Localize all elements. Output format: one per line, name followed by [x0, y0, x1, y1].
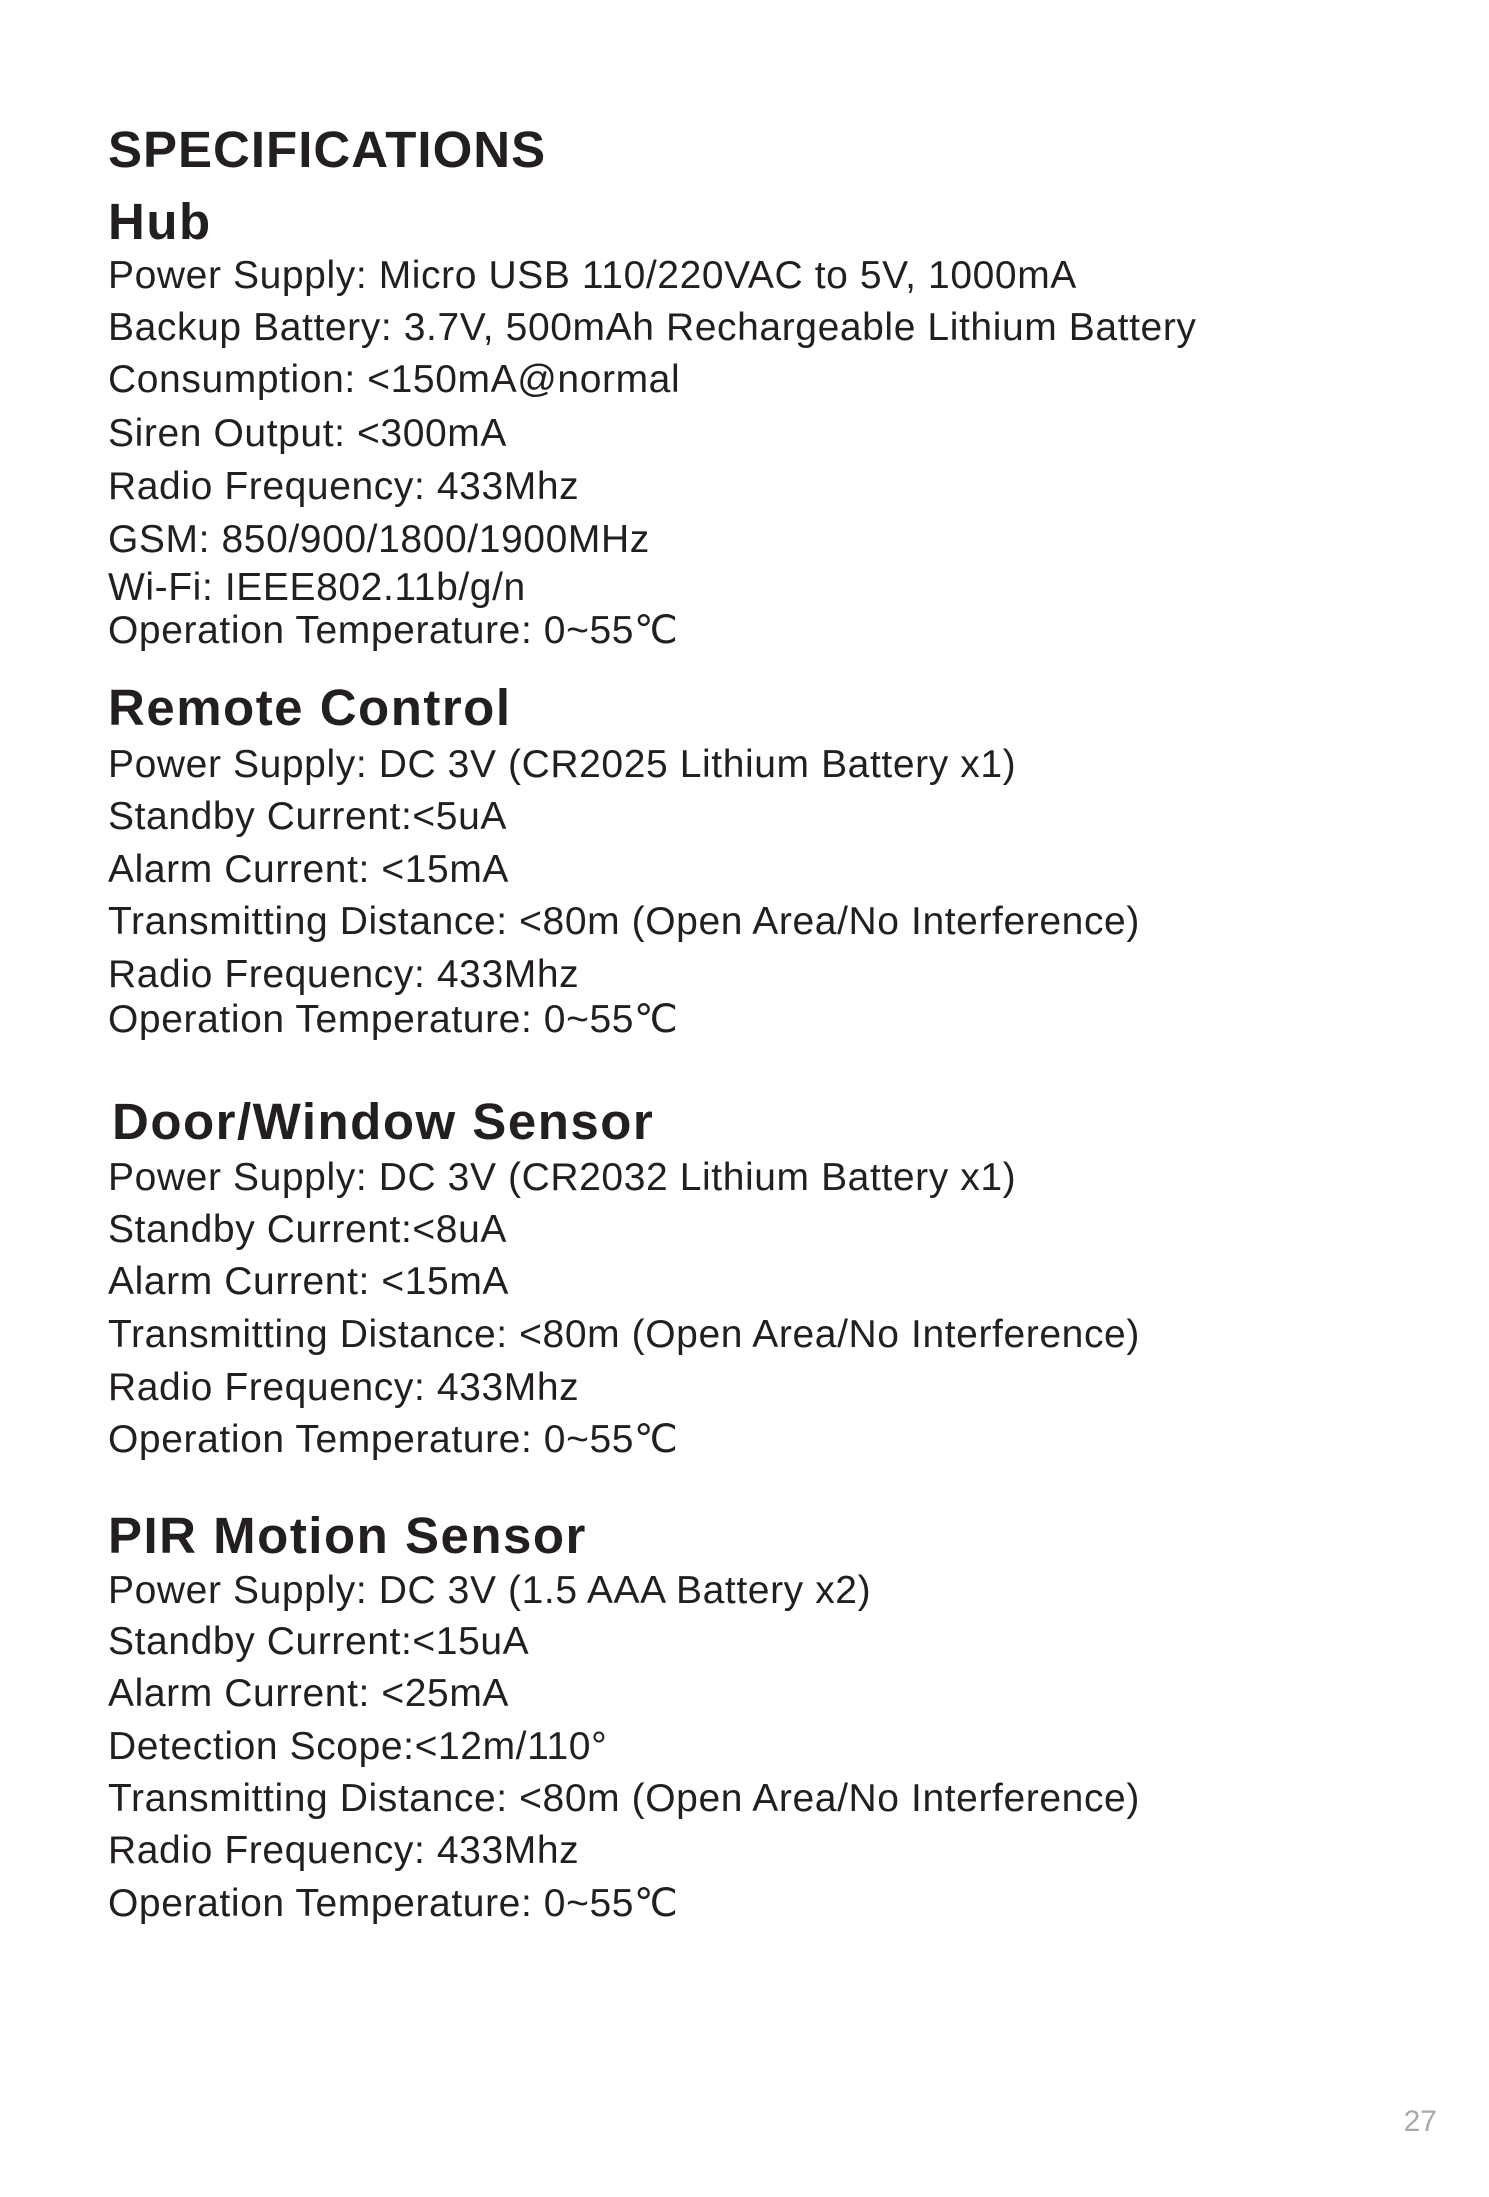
door-standby-current: Standby Current:<8uA — [108, 1208, 507, 1251]
hub-power-supply: Power Supply: Micro USB 110/220VAC to 5V, 1000mA — [108, 254, 1077, 297]
hub-siren-output: Siren Output: <300mA — [108, 412, 507, 455]
page-title: SPECIFICATIONS — [108, 121, 547, 178]
section-heading-door-window-sensor: Door/Window Sensor — [112, 1093, 655, 1150]
hub-gsm: GSM: 850/900/1800/1900MHz — [108, 518, 650, 561]
page-number: 27 — [1403, 2105, 1437, 2138]
pir-operation-temperature: Operation Temperature: 0~55℃ — [108, 1882, 679, 1925]
door-alarm-current: Alarm Current: <15mA — [108, 1260, 510, 1303]
remote-radio-frequency: Radio Frequency: 433Mhz — [108, 953, 580, 996]
door-radio-frequency: Radio Frequency: 433Mhz — [108, 1366, 580, 1409]
pir-standby-current: Standby Current:<15uA — [108, 1620, 530, 1663]
pir-alarm-current: Alarm Current: <25mA — [108, 1672, 510, 1715]
section-heading-remote-control: Remote Control — [108, 679, 512, 736]
remote-operation-temperature: Operation Temperature: 0~55℃ — [108, 998, 679, 1041]
hub-radio-frequency: Radio Frequency: 433Mhz — [108, 465, 580, 508]
hub-wifi: Wi-Fi: IEEE802.11b/g/n — [108, 566, 526, 609]
remote-standby-current: Standby Current:<5uA — [108, 795, 507, 838]
hub-backup-battery: Backup Battery: 3.7V, 500mAh Rechargeable Lithium Battery — [108, 306, 1197, 349]
remote-transmitting-distance: Transmitting Distance: <80m (Open Area/No Interference) — [108, 900, 1140, 943]
door-operation-temperature: Operation Temperature: 0~55℃ — [108, 1418, 679, 1461]
remote-alarm-current: Alarm Current: <15mA — [108, 848, 510, 891]
pir-transmitting-distance: Transmitting Distance: <80m (Open Area/No Interference) — [108, 1777, 1140, 1820]
pir-power-supply: Power Supply: DC 3V (1.5 AAA Battery x2) — [108, 1569, 872, 1612]
section-heading-pir-motion-sensor: PIR Motion Sensor — [108, 1507, 587, 1564]
remote-power-supply: Power Supply: DC 3V (CR2025 Lithium Battery x1) — [108, 743, 1017, 786]
pir-radio-frequency: Radio Frequency: 433Mhz — [108, 1829, 580, 1872]
pir-detection-scope: Detection Scope:<12m/110° — [108, 1725, 608, 1768]
hub-operation-temperature: Operation Temperature: 0~55℃ — [108, 609, 679, 652]
section-heading-hub: Hub — [108, 193, 212, 250]
door-transmitting-distance: Transmitting Distance: <80m (Open Area/No Interference) — [108, 1313, 1140, 1356]
door-power-supply: Power Supply: DC 3V (CR2032 Lithium Battery x1) — [108, 1156, 1017, 1199]
hub-consumption: Consumption: <150mA@normal — [108, 358, 681, 401]
